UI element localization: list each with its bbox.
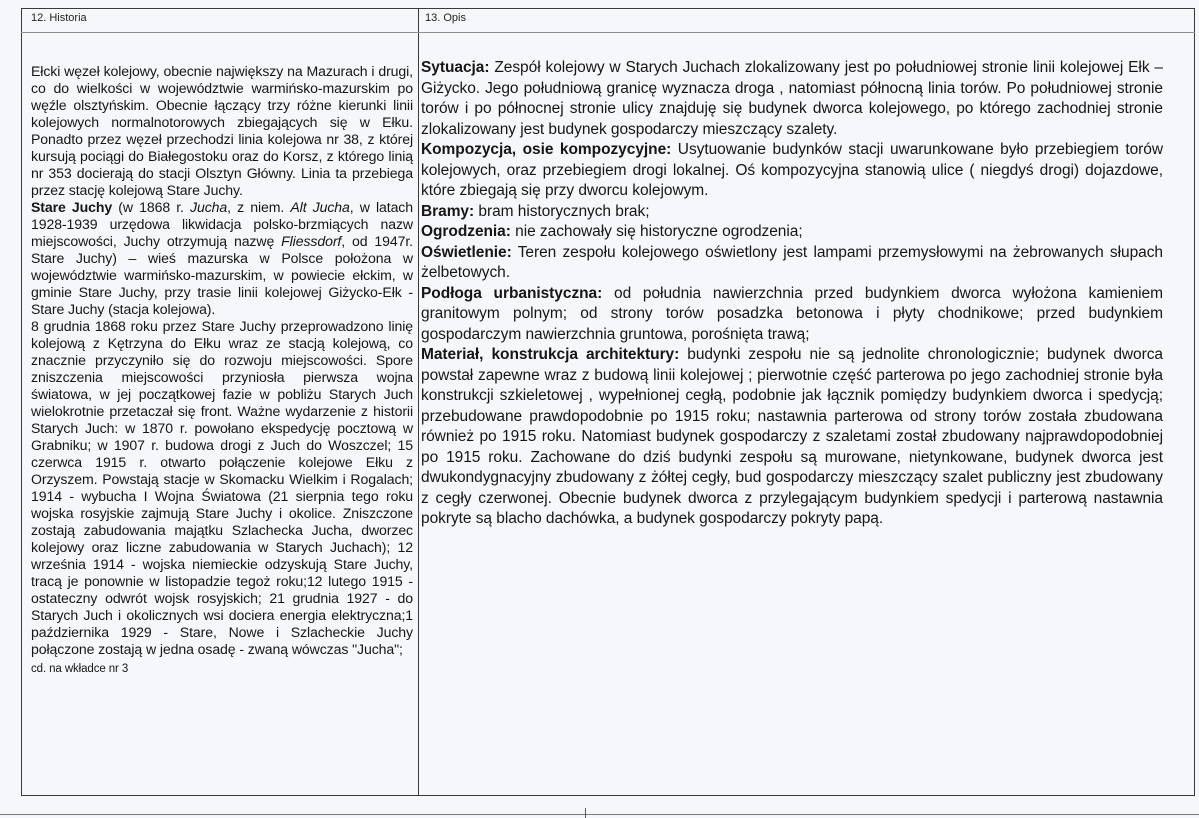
opis-material-text: budynki zespołu nie są jednolite chronologicznie; budynek dworca powstał zapewne wraz z budową linii kolejowej ; pierwotnie część parterowa po jego zachodniej stronie była konstrukcji szkieletowej , wypełnionej cegłą, podobnie jak łącznik pomiędzy budynkiem dworca i spedycją; przebudowane prawdopodobnie po 1915 roku; nastawnia parterowa od strony torów została zbudowana również po 1915 roku. Natomiast budynek gospodarczy z szaletami został zbudowany najprawdopodobniej po 1915 roku. Zachowane do dziś budynki zespołu są murowane, nietynkowane, budynek dworca jest dwukondygnacyjny zbudowany z żółtej cegły, bud gospodarczy mieszczący szalet publiczny jest zbudowany z cegły czerwonej. Obecnie budynek dworca z przylegającym budynkiem spedycji i parterową nastawnia pokryte są blacho dachówka, a budynek gospodarczy pokryty papą. bbox=[421, 346, 1163, 527]
opis-bramy-label: Bramy: bbox=[421, 202, 475, 220]
opis-podloga-label: Podłoga urbanistyczna: bbox=[421, 284, 603, 302]
continued-note: cd. na wkładce nr 3 bbox=[31, 663, 129, 675]
opis-kompozycja-text: Usytuowanie budynków stacji uwarunkowane było przebiegiem torów kolejowych, oraz przebiegiem drogi lokalnej. Oś kompozycyjna stanowią ulice ( niegdyś drogi) dojazdowe, które zbiegają się przy dworcu kolejowym. bbox=[421, 141, 1163, 199]
opis-material-label: Materiał, konstrukcja architektury: bbox=[421, 346, 680, 363]
historia-p2-text-d: , od 1947r. Stare Juchy) – wieś mazurska w Polsce położona w województwie warmińsko-mazurskim, w powiecie ełckim, w gminie Stare Juchy, przy trasie linii kolejowej Giżycko-Ełk - Stare Juchy (stacja kolejowa). bbox=[31, 233, 413, 317]
header-rule bbox=[21, 32, 1195, 33]
historia-column bbox=[31, 63, 413, 678]
historia-paragraph-1: Ełcki węzeł kolejowy, obecnie największy na Mazurach i drugi, co do wielkości w województwie warmińsko-mazurskim po węźle olsztyńskim. Obecnie łączący trzy różne kierunki linii kolejowych normalnotorowych zbiegających się w Ełku. Ponadto przez węzeł przechodzi linia kolejowa nr 38, z której kursują pociągi do Białegostoku oraz do Korsz, z którego linią nr 353 docierają do stacji Olsztyn Główny. Linia ta przebiega przez stację kolejową Stare Juchy. bbox=[31, 63, 413, 198]
opis-oswietlenie-text: Teren zespołu kolejowego oświetlony jest lampami przemysłowymi na żebrowanych słupach żelbetowych. bbox=[421, 243, 1163, 281]
opis-ogrodzenia bbox=[421, 222, 1163, 243]
opis-kompozycja bbox=[421, 140, 1163, 202]
historia-stare-juchy-term: Stare Juchy bbox=[31, 199, 113, 215]
opis-bramy bbox=[421, 202, 1163, 223]
opis-oswietlenie-label: Oświetlenie: bbox=[421, 243, 512, 261]
opis-sytuacja bbox=[421, 58, 1163, 140]
bottom-edge-rule bbox=[0, 814, 1199, 815]
opis-material bbox=[421, 345, 1163, 530]
bottom-tick-mark bbox=[585, 808, 586, 818]
opis-podloga bbox=[421, 284, 1163, 346]
historia-p2-italic-1: Jucha bbox=[190, 199, 228, 215]
historia-p2-italic-3: Fliessdorf bbox=[281, 233, 342, 249]
opis-sytuacja-label: Sytuacja: bbox=[421, 59, 490, 76]
section-header-historia: 12. Historia bbox=[31, 12, 87, 24]
historia-p2-italic-2: Alt Jucha bbox=[290, 199, 350, 215]
opis-kompozycja-label: Kompozycja, osie kompozycyjne: bbox=[421, 141, 672, 158]
historia-paragraph-3: 8 grudnia 1868 roku przez Stare Juchy przeprowadzono linię kolejową z Kętrzyna do Ełku wraz ze stacją kolejową, co znacznie przyczyniło się do rozwoju miejscowości. Spore zniszczenia miejscowości przyniosła pierwsza wojna światowa, w jej początkowej fazie w pobliżu Starych Juch wielokrotnie przetaczał się front. Ważne wydarzenie z historii Starych Juch: w 1870 r. powołano ekspedycję pocztową w Grabniku; w 1907 r. budowa drogi z Juch do Woszczel; 15 czerwca 1915 r. otwarto połączenie kolejowe Ełku z Orzyszem. Powstają stacje w Skomacku Wielkim i Rogalach; 1914 - wybucha I Wojna Światowa (21 sierpnia tego roku wojska rosyjskie zajmują Stare Juchy i okolice. Zniszczone zostają zabudowania majątku Szlachecka Jucha, dworzec kolejowy oraz liczne zabudowania w Starych Juchach); 12 września 1914 - wojska niemieckie odzyskują Stare Juchy, tracą je ponownie w listopadzie tegoż roku;12 lutego 1915 - ostateczny odwrót wojsk rosyjskich; 21 grudnia 1927 - do Starych Juch i okolicznych wsi dociera energia elektryczna;1 października 1929 - Stare, Nowe i Szlacheckie Juchy połączone zostają w jedna osadę - zwaną wówczas "Jucha"; bbox=[31, 318, 413, 657]
opis-ogrodzenia-label: Ogrodzenia: bbox=[421, 223, 511, 240]
historia-p2-text-c: , w latach 1928-1939 urzędowa likwidacja polsko-brzmiących nazw miejscowości, Juchy otrzymują nazwę bbox=[31, 199, 413, 249]
opis-sytuacja-text: Zespół kolejowy w Starych Juchach zlokalizowany jest po południowej stronie linii kolejowej Ełk – Giżycko. Jego południową granicę wyznacza droga , natomiast północną linia torów. Po południowej stronie torów i po północnej stronie ulicy znajduję się budynek dworca kolejowego, po którego zachodniej stronie zlokalizowany jest budynek gospodarczy mieszczący szalety. bbox=[421, 59, 1163, 138]
historia-p2-text-b: , z niem. bbox=[227, 199, 291, 215]
historia-p2-text-a: (w 1868 r. bbox=[112, 199, 191, 215]
opis-column bbox=[421, 58, 1163, 530]
section-header-opis: 13. Opis bbox=[425, 12, 466, 24]
opis-podloga-text: od południa nawierzchnia przed budynkiem dworca wyłożona kamieniem granitowym polnym; od strony torów posadzka betonowa i płyty chodnikowe; przed budynkiem gospodarczym nawierzchnia gruntowa, porośnięta trawą; bbox=[421, 284, 1163, 343]
opis-oswietlenie bbox=[421, 243, 1163, 284]
historia-paragraph-2 bbox=[31, 199, 413, 318]
opis-ogrodzenia-text: nie zachowały się historyczne ogrodzenia; bbox=[510, 223, 803, 240]
opis-bramy-text: bram historycznych brak; bbox=[474, 202, 650, 220]
column-divider bbox=[418, 8, 419, 796]
